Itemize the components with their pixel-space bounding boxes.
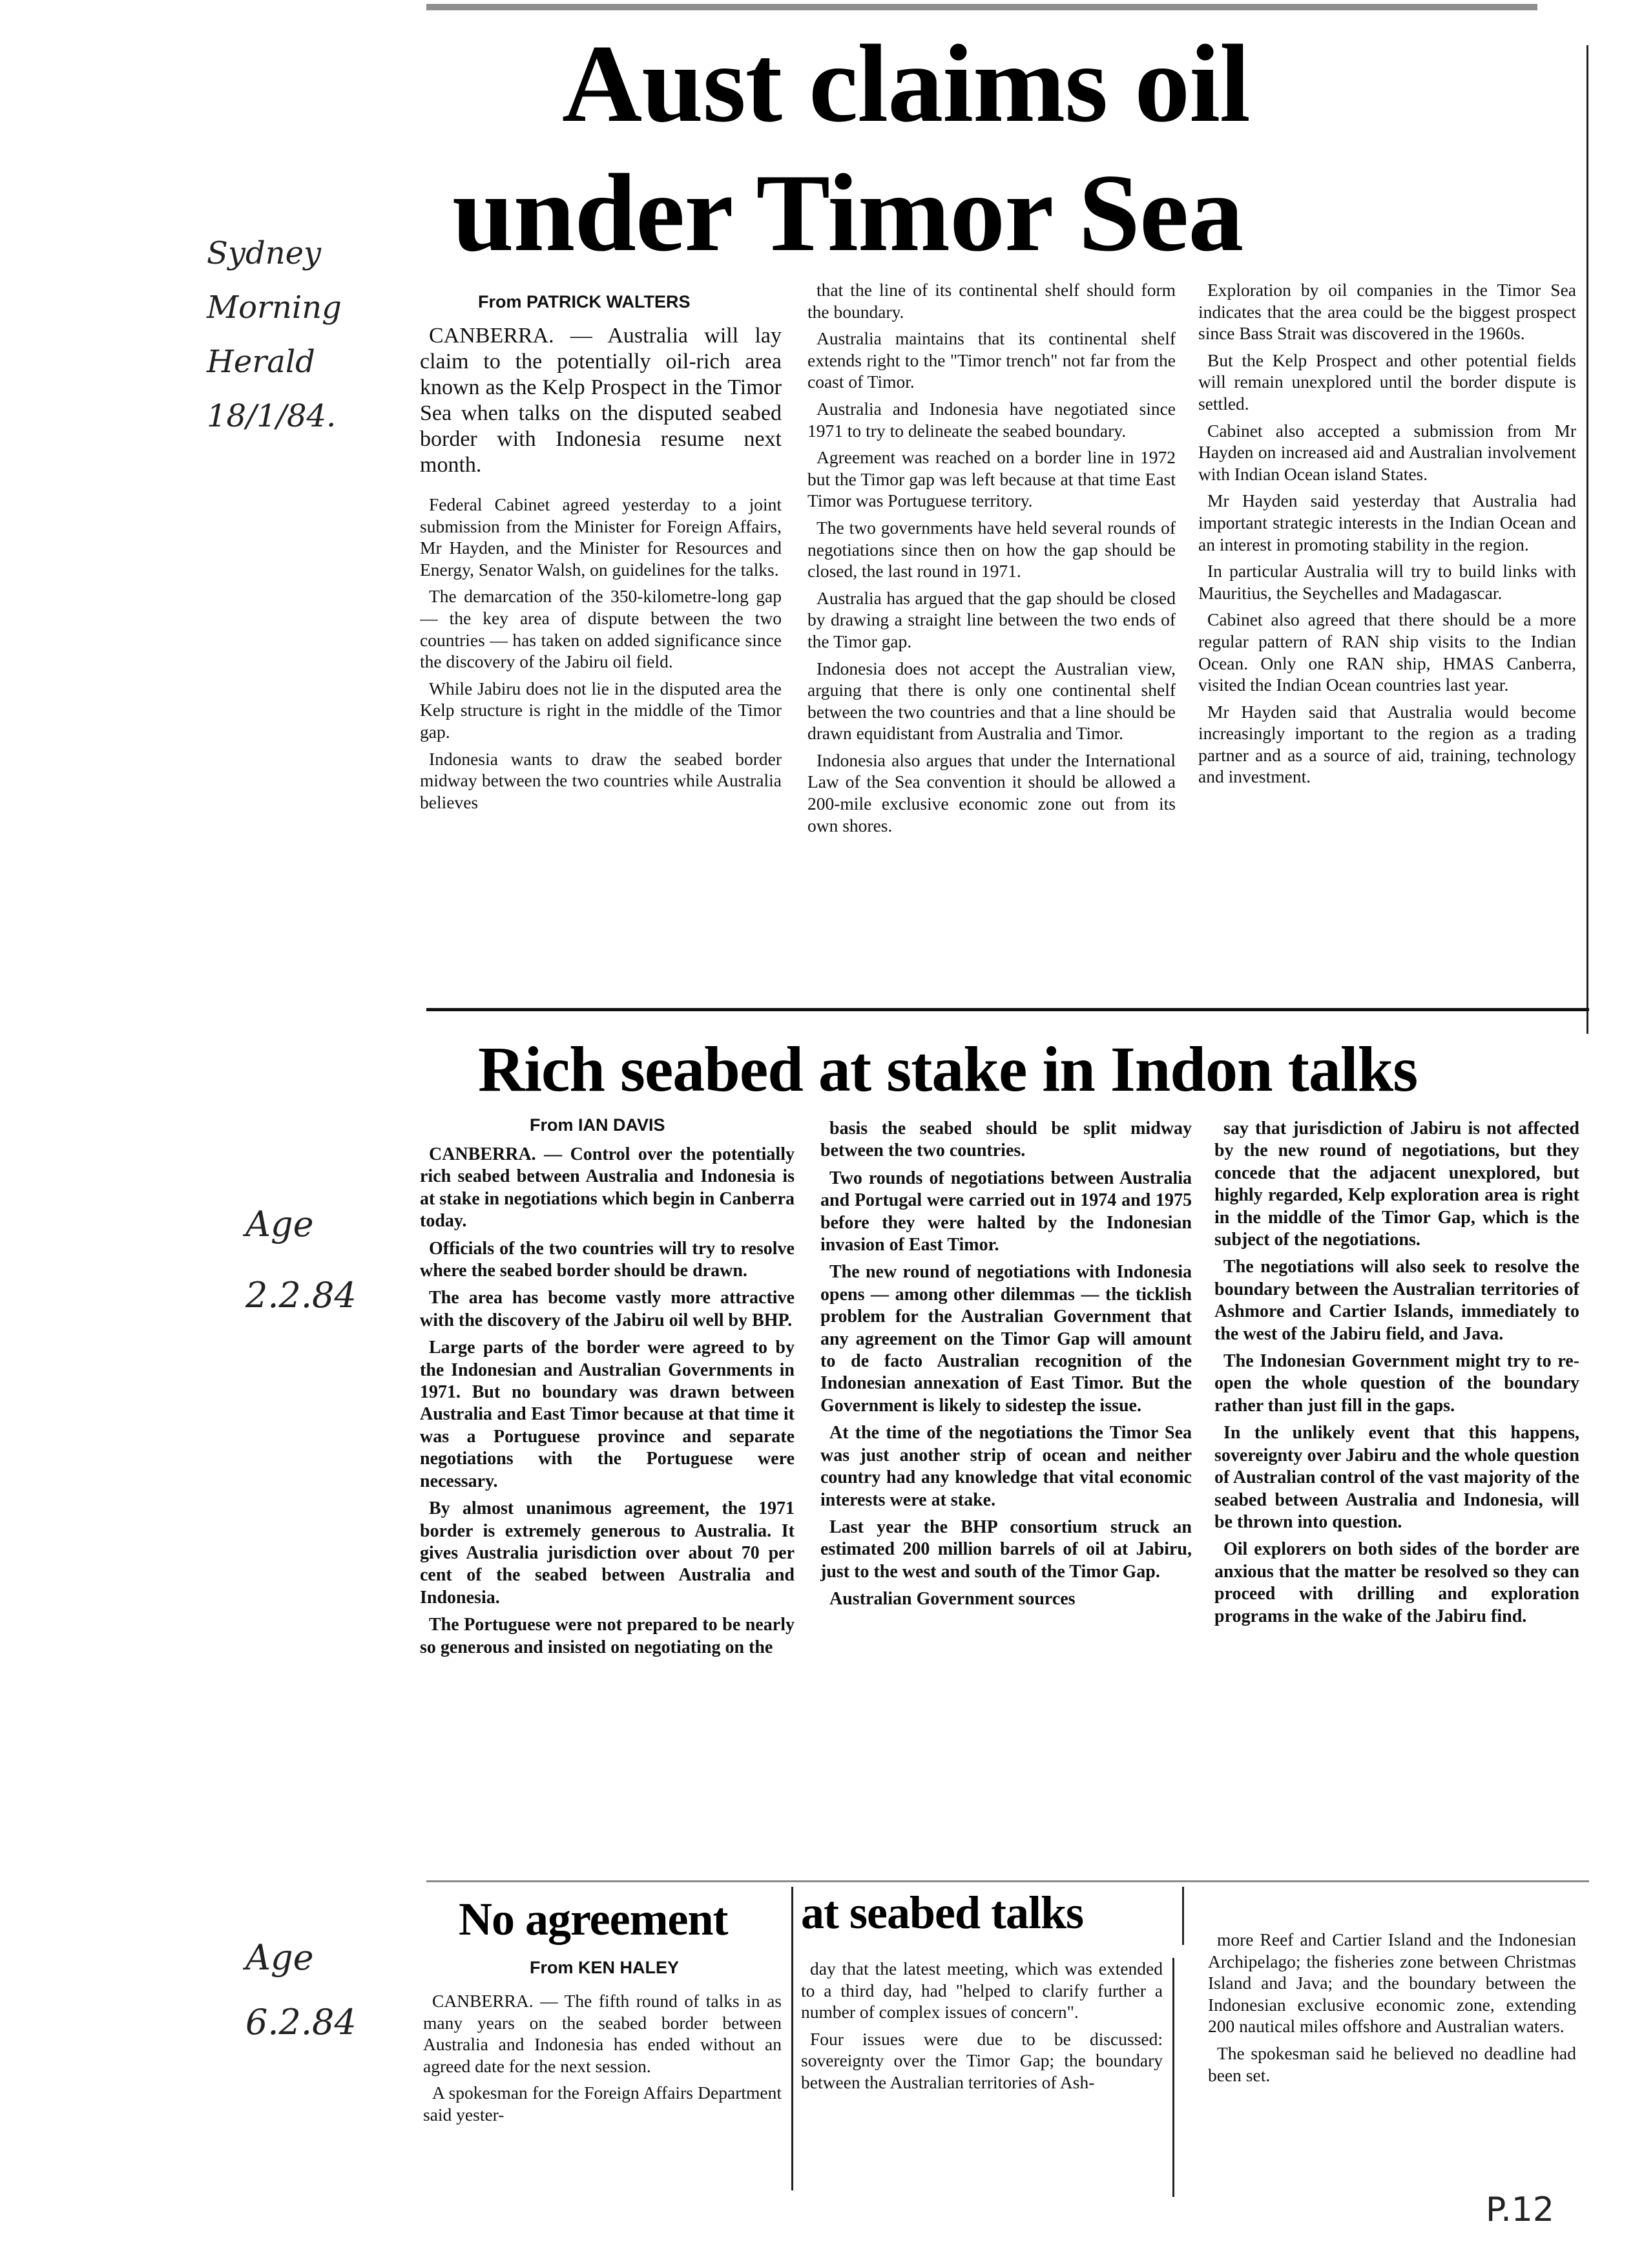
headline: Rich seabed at stake in Indon talks <box>478 1033 1418 1105</box>
clipping-edge <box>1586 45 1588 1034</box>
paragraph: The new round of negotiations with Indonesia opens — among other dilemmas — the ticklish problem for the Australian Government that any agreement on the Timor Gap will amount to de facto Australian recognition of the Indonesian annexation of East Timor. But the Government is likely to sidestep the issue. <box>820 1262 1192 1416</box>
handwritten-source-note-2: Age 2.2.84 <box>245 1204 357 1316</box>
paragraph: But the Kelp Prospect and other potential fields will remain unexplored until the border dispute is settled. <box>1198 350 1576 414</box>
paragraph: Indonesia does not accept the Australian view, arguing that there is only one continental shelf between the two countries and that a line should be drawn equidistant from Australia and Timor. <box>807 658 1176 744</box>
page-number: P.12 <box>1486 2190 1554 2229</box>
article-divider <box>426 1008 1589 1011</box>
paragraph: Indonesia also argues that under the International Law of the Sea convention it should be allowed a 200-mile exclusive economic zone out from its own shores. <box>807 750 1176 835</box>
article3-column-1 <box>423 1990 782 2197</box>
paragraph: At the time of the negotiations the Timor Sea was just another strip of ocean and neither country had any knowledge that vital economic interests were at stake. <box>820 1423 1192 1510</box>
lead-paragraph: CANBERRA. — Australia will lay claim to the potentially oil-rich area known as the Kelp Prospect in the Timor Sea when talks on the disputed seabed border with Indonesia resume next month. <box>420 324 782 477</box>
paragraph: CANBERRA. — Control over the potentially rich seabed between Australia and Indonesia is at stake in negotiations which begin in Canberra today. <box>420 1144 795 1232</box>
article2-column-2 <box>820 1118 1192 1874</box>
paragraph: By almost unanimous agreement, the 1971 border is extremely generous to Australia. It gives Australia jurisdiction over about 70 per cent of the seabed between Australia and Indonesia. <box>420 1498 795 1608</box>
paragraph: Large parts of the border were agreed to by the Indonesian and Australian Governments in 1971. But no boundary was drawn between Australia and East Timor because at that time it was a Portuguese province and separate negotiations with the Portuguese were necessary. <box>420 1338 795 1491</box>
paragraph: Two rounds of negotiations between Australia and Portugal were carried out in 1974 and 1975 before they were halted by the Indonesian invasion of East Timor. <box>820 1168 1192 1255</box>
article1-column-1 <box>420 323 782 1002</box>
paragraph: While Jabiru does not lie in the disputed area the Kelp structure is right in the middle of the Timor gap. <box>420 678 782 742</box>
paragraph: Oil explorers on both sides of the border are anxious that the matter be resolved so they can proceed with drilling and exploration programs in the wake of the Jabiru find. <box>1214 1539 1579 1626</box>
paragraph: Federal Cabinet agreed yesterday to a joint submission from the Minister for Foreign Affairs, Mr Hayden, and the Minister for Resources and Energy, Senator Walsh, on guidelines for the talks. <box>420 494 782 580</box>
paragraph: day that the latest meeting, which was extended to a third day, had "helped to clarify further a number of complex issues of concern". <box>801 1958 1163 2022</box>
article1-column-3 <box>1198 279 1576 996</box>
paragraph: The spokesman said he believed no deadline had been set. <box>1208 2042 1576 2085</box>
byline: From PATRICK WALTERS <box>478 292 691 311</box>
paragraph: In particular Australia will try to build links with Mauritius, the Seychelles and Madagascar. <box>1198 561 1576 603</box>
paragraph: more Reef and Cartier Island and the Indonesian Archipelago; the fisheries zone between Christmas Island and Java; and the boundary between the Indonesian exclusive economic zone, extending 200 nautical miles offshore and Australian waters. <box>1208 1929 1576 2037</box>
column-rule <box>791 1887 793 2190</box>
paragraph: Australia maintains that its continental shelf extends right to the "Timor trench" not far from the coast of Timor. <box>807 328 1176 392</box>
paragraph: In the unlikely event that this happens, sovereignty over Jabiru and the whole question of Australian control of the vast majority of the seabed between Australia and Indonesia, will be thrown into question. <box>1214 1423 1579 1532</box>
handwritten-source-note-1: Sydney Morning Herald 18/1/84. <box>207 235 342 434</box>
article2-column-3 <box>1214 1118 1579 1874</box>
paragraph: basis the seabed should be split midway between the two countries. <box>820 1118 1192 1161</box>
byline: From IAN DAVIS <box>530 1115 665 1135</box>
byline: From KEN HALEY <box>530 1958 680 1977</box>
paragraph: The demarcation of the 350-kilometre-long gap — the key area of dispute between the two countries — has taken on added significance since the discovery of the Jabiru oil field. <box>420 586 782 672</box>
paragraph: Mr Hayden said that Australia would become increasingly important to the region as a trading partner and as a source of aid, training, technology and investment. <box>1198 701 1576 787</box>
paragraph: CANBERRA. — The fifth round of talks in as many years on the seabed border between Australia and Indonesia has ended without an agreed date for the next session. <box>423 1991 782 2076</box>
headline-part-a: No agreement <box>459 1893 728 1945</box>
scan-artifact <box>426 4 1537 10</box>
paragraph: Officials of the two countries will try to resolve where the seabed border should be drawn. <box>420 1238 795 1281</box>
article1-column-2 <box>807 279 1176 996</box>
article-divider <box>426 1880 1589 1882</box>
paragraph: Australian Government sources <box>829 1589 1076 1610</box>
article3-column-3 <box>1208 1929 1576 2200</box>
paragraph: Last year the BHP consortium struck an estimated 200 million barrels of oil at Jabiru, just to the west and south of the Timor Gap. <box>820 1517 1192 1582</box>
paragraph: Indonesia wants to draw the seabed border midway between the two countries while Australia believes <box>420 748 782 812</box>
article2-column-1 <box>420 1144 795 1874</box>
paragraph: say that jurisdiction of Jabiru is not affected by the new round of negotiations, but they concede that the adjacent unexplored, but highly regarded, Kelp exploration area is right in the middle of the Timor Gap, which is the subject of the negotiations. <box>1214 1118 1579 1250</box>
paragraph: Australia has argued that the gap should be closed by drawing a straight line between the two ends of the Timor gap. <box>807 587 1176 651</box>
article3-column-2 <box>801 1958 1163 2197</box>
paragraph: Cabinet also agreed that there should be a more regular pattern of RAN ship visits to the Indian Ocean. Only one RAN ship, HMAS Canberra, visited the Indian Ocean countries last year. <box>1198 609 1576 695</box>
paragraph: A spokesman for the Foreign Affairs Department said yester- <box>423 2083 782 2125</box>
paragraph: that the line of its continental shelf should form the boundary. <box>807 280 1176 322</box>
paragraph: Agreement was reached on a border line in 1972 but the Timor gap was left because at that time East Timor was Portuguese territory. <box>807 447 1176 511</box>
paragraph: Australia and Indonesia have negotiated since 1971 to try to delineate the seabed boundary. <box>807 398 1176 441</box>
headline-line-2: under Timor Sea <box>452 152 1243 275</box>
column-rule <box>1172 1958 1174 2197</box>
paragraph: The two governments have held several rounds of negotiations since then on how the gap should be closed, the last round in 1971. <box>807 517 1176 582</box>
paragraph: The area has become vastly more attractive with the discovery of the Jabiru oil well by BHP. <box>420 1288 795 1330</box>
column-rule <box>1182 1887 1184 1945</box>
paragraph: The Indonesian Government might try to re-open the whole question of the boundary rather than just fill in the gaps. <box>1214 1351 1579 1416</box>
paragraph: Cabinet also accepted a submission from Mr Hayden on increased aid and Australian involvement with Indian Ocean island States. <box>1198 420 1576 484</box>
paragraph: Four issues were due to be discussed: sovereignty over the Timor Gap; the boundary between the Australian territories of Ash- <box>801 2028 1163 2092</box>
headline-line-1: Aust claims oil <box>562 23 1250 145</box>
paragraph: The negotiations will also seek to resolve the boundary between the Australian territories of Ashmore and Cartier Islands, immediately to the west of the Jabiru field, and Java. <box>1214 1257 1579 1344</box>
paragraph: Exploration by oil companies in the Timor Sea indicates that the area could be the biggest prospect since Bass Strait was discovered in the 1960s. <box>1198 280 1576 344</box>
paragraph: Mr Hayden said yesterday that Australia had important strategic interests in the Indian Ocean and an interest in promoting stability in the region. <box>1198 490 1576 554</box>
paragraph: The Portuguese were not prepared to be nearly so generous and insisted on negotiating on the <box>420 1615 795 1657</box>
headline-part-b: at seabed talks <box>801 1887 1084 1938</box>
handwritten-source-note-3: Age 6.2.84 <box>245 1937 357 2042</box>
